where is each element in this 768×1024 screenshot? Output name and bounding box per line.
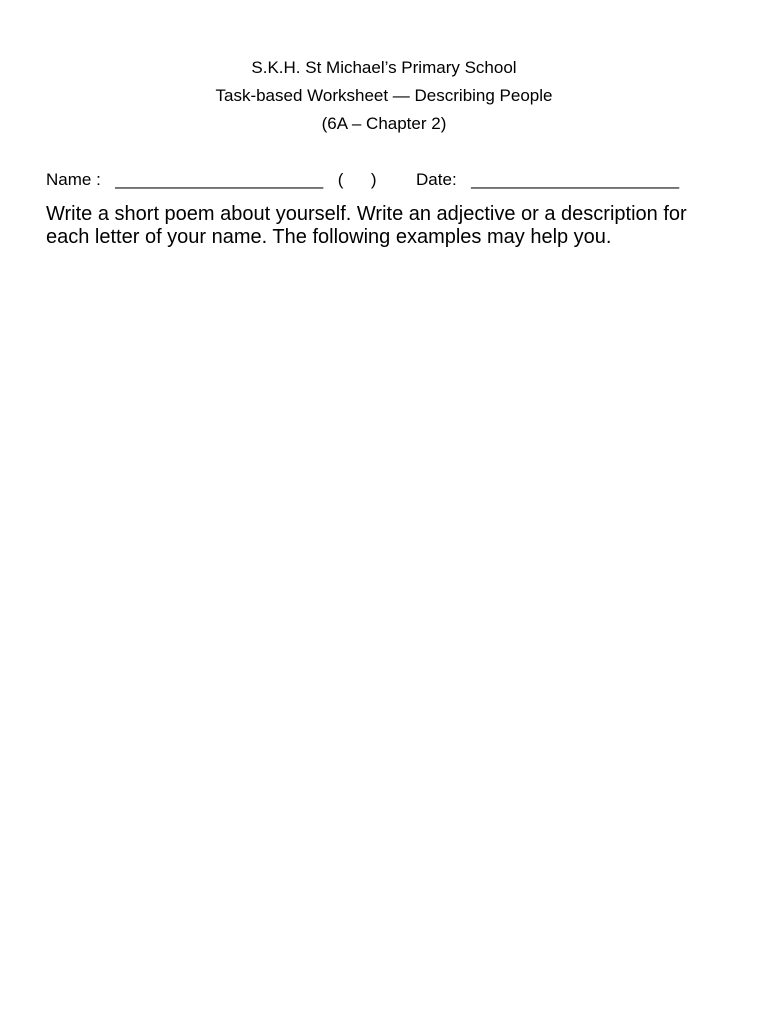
class-number-open: ( xyxy=(337,170,344,189)
school-name: S.K.H. St Michael’s Primary School xyxy=(251,58,517,77)
date-blank[interactable]: ______________________ xyxy=(471,170,680,189)
instruction-text xyxy=(46,203,736,249)
class-number-close: ) xyxy=(370,170,377,189)
instruction-line-1: Write a short poem about yourself. Write an adjective or a description for xyxy=(46,203,687,225)
date-label: Date: xyxy=(416,170,457,189)
name-blank[interactable]: ______________________ xyxy=(115,170,324,189)
instruction-line-2: each letter of your name. The following examples may help you. xyxy=(46,226,612,248)
name-label: Name : xyxy=(46,170,101,189)
student-info-row xyxy=(46,170,679,190)
worksheet-title: Task-based Worksheet — Describing People xyxy=(215,86,553,105)
chapter-label: (6A – Chapter 2) xyxy=(321,114,447,133)
